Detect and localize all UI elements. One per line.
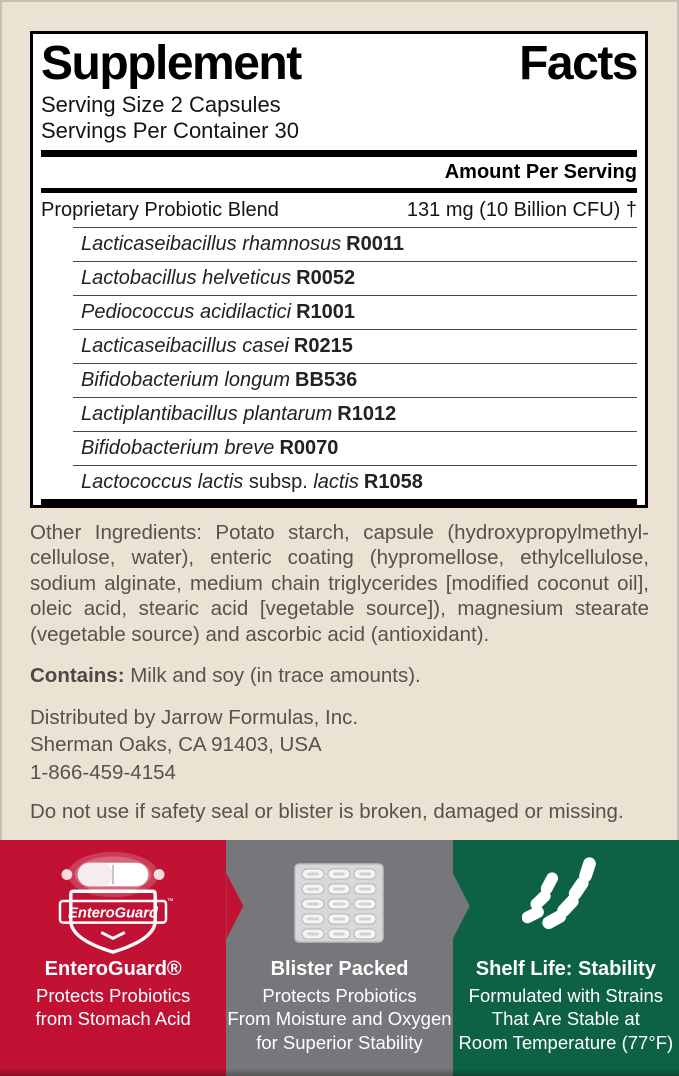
contains-statement xyxy=(30,664,649,688)
strain-name: Lacticaseibacillus casei xyxy=(81,334,289,357)
other-ingredients-text: Other Ingredients: Potato starch, capsule (hydroxypropylmethyl-cellulose, water), enteric coating (hypromellose, ethylcellulose, sodium alginate, medium chain triglycerides [modified coconut oil], oleic acid, stearic acid [vegetable source]), magnesium stearate (vegetable source) and ascorbic acid (antioxidant). xyxy=(30,521,649,646)
feature-line: From Moisture and Oxygen xyxy=(227,1008,452,1030)
feature-line: for Superior Stability xyxy=(256,1031,423,1053)
strain-code: R1001 xyxy=(296,300,356,323)
strain-name: Bifidobacterium longum xyxy=(81,368,290,391)
feature-blister-packed xyxy=(226,840,452,1076)
strain-row xyxy=(73,227,637,261)
amount-per-serving-header: Amount Per Serving xyxy=(444,160,637,183)
strain-code: R0215 xyxy=(293,334,353,357)
feature-line: That Are Stable at xyxy=(491,1008,640,1030)
strain-code: R1012 xyxy=(337,402,397,425)
strain-code: R1058 xyxy=(363,470,423,493)
strain-row xyxy=(73,295,637,329)
strain-code: R0070 xyxy=(279,436,339,459)
strain-row xyxy=(73,431,637,465)
divider-thick-bottom xyxy=(41,499,637,506)
feature-title-blister: Blister Packed xyxy=(270,958,409,980)
strain-code: R0011 xyxy=(346,232,404,255)
strain-row xyxy=(73,329,637,363)
svg-text:™: ™ xyxy=(167,898,174,905)
strain-name: Pediococcus acidilactici xyxy=(81,300,292,323)
divider-thick-top xyxy=(41,150,637,157)
strain-name: Lactiplantibacillus plantarum xyxy=(81,402,333,425)
feature-band xyxy=(0,840,679,1076)
panel-title-word1: Supplement xyxy=(41,37,301,90)
blend-name: Proprietary Probiotic Blend xyxy=(41,198,279,221)
proprietary-blend-row xyxy=(41,193,637,227)
distributor-phone: 1-866-459-4154 xyxy=(30,760,176,784)
blister-pack-icon xyxy=(226,850,452,956)
servings-per-container: Servings Per Container 30 xyxy=(41,118,300,144)
feature-line: Formulated with Strains xyxy=(468,985,663,1006)
strain-name: Bifidobacterium breve xyxy=(81,436,275,459)
strain-code: R0052 xyxy=(296,266,356,289)
probiotic-bacteria-icon xyxy=(453,850,679,956)
feature-enteroguard xyxy=(0,840,226,1076)
feature-line: Room Temperature (77°F) xyxy=(458,1031,674,1053)
strain-name: Lactobacillus helveticus xyxy=(81,266,292,289)
strain-name: Lactococcus lactis subsp. lactis xyxy=(81,470,359,493)
feature-title-shelf-life: Shelf Life: Stability xyxy=(475,958,656,980)
distributor-block xyxy=(30,704,649,786)
strain-row xyxy=(73,397,637,431)
contains-label: Contains: xyxy=(30,664,125,688)
enteroguard-logo-label: EnteroGuard xyxy=(68,905,159,922)
supplement-facts-panel xyxy=(30,31,648,508)
feature-line: from Stomach Acid xyxy=(35,1008,191,1030)
strain-row xyxy=(73,363,637,397)
strain-name: Lacticaseibacillus rhamnosus xyxy=(81,232,342,255)
strain-row xyxy=(73,261,637,295)
panel-title xyxy=(41,37,637,90)
distributor-line2: Sherman Oaks, CA 91403, USA xyxy=(30,733,322,757)
safety-seal-warning: Do not use if safety seal or blister is broken, damaged or missing. xyxy=(30,800,624,823)
enteroguard-logo-icon xyxy=(0,850,226,956)
feature-line: Protects Probiotics xyxy=(262,985,417,1006)
strain-row xyxy=(73,465,637,499)
feature-shelf-life xyxy=(453,840,679,1076)
contains-text: Milk and soy (in trace amounts). xyxy=(124,664,421,688)
feature-title-enteroguard: EnteroGuard® xyxy=(44,958,182,980)
info-section xyxy=(30,520,649,786)
strain-list xyxy=(73,227,637,499)
blend-amount: 131 mg (10 Billion CFU) † xyxy=(406,198,637,221)
serving-size: Serving Size 2 Capsules xyxy=(41,91,281,117)
panel-title-word2: Facts xyxy=(519,37,637,90)
feature-line: Protects Probiotics xyxy=(36,985,191,1006)
strain-code: BB536 xyxy=(295,368,358,391)
daily-value-footnote xyxy=(41,506,637,508)
distributor-line1: Distributed by Jarrow Formulas, Inc. xyxy=(30,706,359,730)
